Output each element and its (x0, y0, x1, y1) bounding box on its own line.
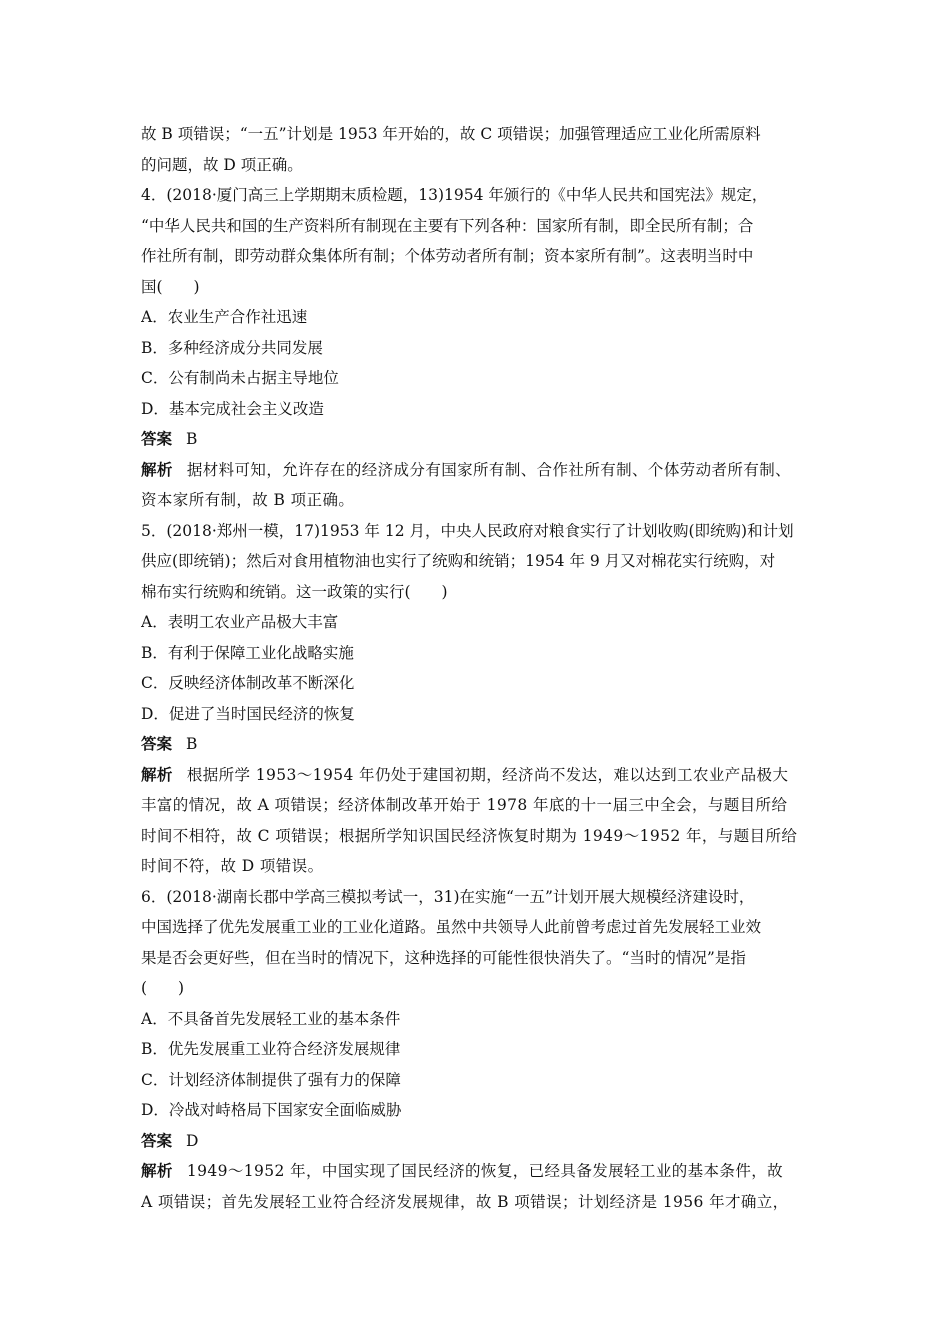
question-5-option-c: C．反映经济体制改革不断深化 (141, 674, 355, 692)
question-6-stem: 6．(2018·湖南长郡中学高三模拟考试一，31)在实施“一五”计划开展大规模经济建设时， (141, 887, 755, 906)
question-5-explanation: 时间不符，故 D 项错误。 (141, 857, 324, 875)
question-5-option-d: D．促进了当时国民经济的恢复 (141, 704, 355, 723)
question-4-option-a: A．农业生产合作社迅速 (141, 308, 308, 326)
answer-label: 答案 (141, 430, 173, 448)
question-4-stem: “中华人民共和国的生产资料所有制现在主要有下列各种：国家所有制，即全民所有制；合 (141, 216, 754, 235)
question-5-explanation: 时间不相符，故 C 项错误；根据所学知识国民经济恢复时期为 1949～1952 年，与题目所给 (141, 826, 798, 845)
text-line: 的问题，故 D 项正确。 (141, 155, 303, 174)
question-6-option-c: C．计划经济体制提供了强有力的保障 (141, 1070, 401, 1089)
question-6-stem: 中国选择了优先发展重工业的工业化道路。虽然中共领导人此前曾考虑过首先发展轻工业效 (141, 918, 762, 936)
question-4-option-b: B．多种经济成分共同发展 (141, 338, 323, 357)
question-4-explanation: 资本家所有制，故 B 项正确。 (141, 491, 355, 509)
question-5-stem: 5．(2018·郑州一模，17)1953 年 12 月，中央人民政府对粮食实行了计划收购(即统购)和计划 (141, 521, 794, 540)
question-6-option-a: A．不具备首先发展轻工业的基本条件 (141, 1009, 401, 1028)
answer-label: 答案 (141, 1131, 173, 1150)
question-4-option-c: C．公有制尚未占据主导地位 (141, 369, 339, 387)
question-4-answer (141, 424, 821, 455)
question-4-explanation (141, 455, 821, 486)
answer-value: D (186, 1131, 199, 1150)
question-6-explanation: A 项错误；首先发展轻工业符合经济发展规律，故 B 项错误；计划经济是 1956 年才确立， (141, 1192, 789, 1211)
text-line: 故 B 项错误；“一五”计划是 1953 年开始的，故 C 项错误；加强管理适应工业化所需原料 (141, 125, 761, 143)
question-6-stem: 果是否会更好些，但在当时的情况下，这种选择的可能性很快消失了。“当时的情况”是指 (141, 948, 746, 967)
question-5-stem: 供应(即统销)；然后对食用植物油也实行了统购和统销；1954 年 9 月又对棉花实行统购，对 (141, 552, 776, 570)
question-6-option-d: D．冷战对峙格局下国家安全面临威胁 (141, 1101, 402, 1119)
explanation-text: 1949～1952 年，中国实现了国民经济的恢复，已经具备发展轻工业的基本条件，故 (186, 1162, 784, 1180)
question-4-stem: 国( ) (141, 277, 200, 296)
answer-label: 答案 (141, 735, 173, 753)
explanation-label: 解析 (141, 765, 173, 784)
question-4-stem: 作社所有制，即劳动群众集体所有制；个体劳动者所有制；资本家所有制”。这表明当时中 (141, 247, 754, 265)
question-4-option-d: D．基本完成社会主义改造 (141, 399, 324, 418)
question-6-answer (141, 1126, 821, 1157)
explanation-text: 据材料可知，允许存在的经济成分有国家所有制、合作社所有制、个体劳动者所有制、 (186, 460, 792, 479)
explanation-label: 解析 (141, 1162, 173, 1180)
question-5-stem: 棉布实行统购和统销。这一政策的实行( ) (141, 582, 448, 601)
question-5-answer (141, 729, 821, 760)
explanation-label: 解析 (141, 460, 173, 479)
question-5-explanation (141, 760, 821, 791)
explanation-text: 根据所学 1953～1954 年仍处于建国初期，经济尚不发达，难以达到工农业产品极大 (186, 765, 789, 784)
answer-value: B (186, 430, 198, 448)
question-5-option-b: B．有利于保障工业化战略实施 (141, 643, 354, 662)
question-5-explanation: 丰富的情况，故 A 项错误；经济体制改革开始于 1978 年底的十一届三中全会，与题目所给 (141, 796, 788, 814)
answer-value: B (186, 735, 198, 753)
document-page (141, 119, 821, 1217)
question-6-option-b: B．优先发展重工业符合经济发展规律 (141, 1040, 401, 1058)
question-6-stem: ( ) (141, 979, 185, 997)
question-5-option-a: A．表明工农业产品极大丰富 (141, 613, 339, 631)
question-6-explanation (141, 1156, 821, 1187)
question-4-stem: 4．(2018·厦门高三上学期期末质检题，13)1954 年颁行的《中华人民共和国宪法》规定， (141, 186, 768, 204)
